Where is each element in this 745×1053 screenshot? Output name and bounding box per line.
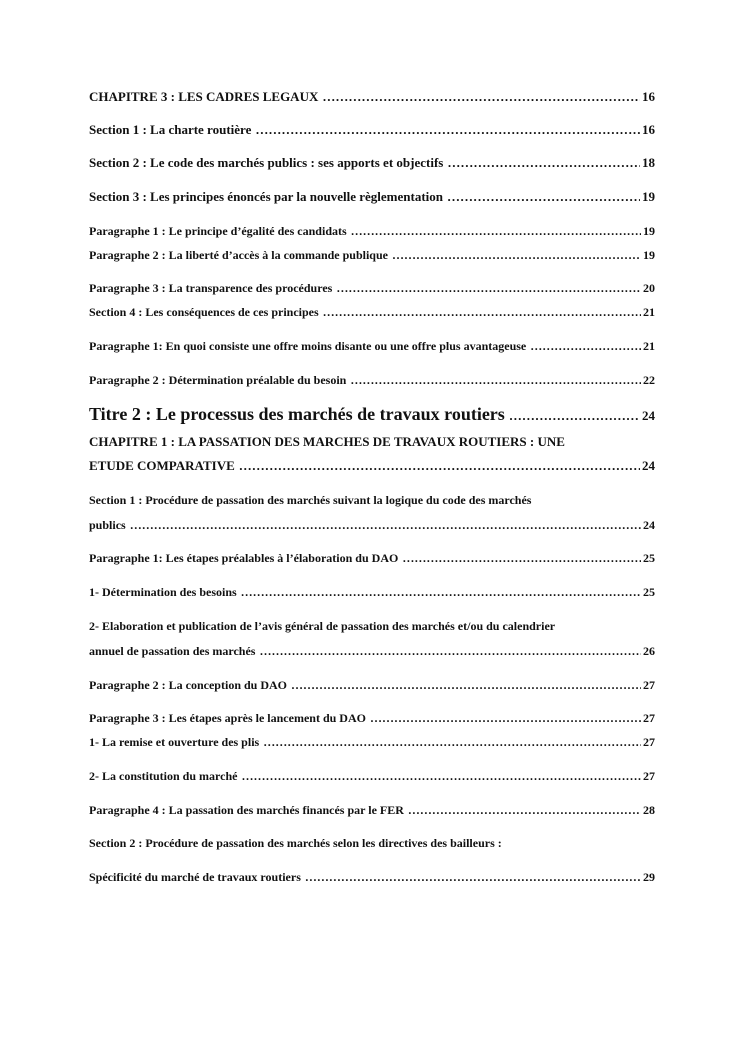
- toc-entry-text: Section 1 : La charte routière: [89, 122, 252, 137]
- toc-page: 25: [643, 585, 655, 599]
- toc-entry-line1: Section 1 : Procédure de passation des marchés suivant la logique du code des marchés: [89, 493, 532, 507]
- toc-entry[interactable]: [89, 734, 655, 750]
- toc-entry-text: Paragraphe 3 : La transparence des procédures: [89, 281, 333, 295]
- toc-page: 19: [643, 248, 655, 262]
- toc-entry[interactable]: [89, 406, 655, 424]
- toc-entry-text: Paragraphe 1: Les étapes préalables à l’élaboration du DAO: [89, 551, 399, 565]
- toc-entry-text: Paragraphe 1: En quoi consiste une offre moins disante ou une offre plus avantageuse: [89, 339, 527, 353]
- toc-entry-text: 1- La remise et ouverture des plis: [89, 735, 260, 749]
- toc-entry[interactable]: [89, 338, 655, 354]
- toc-entry-text: Paragraphe 4 : La passation des marchés financés par le FER: [89, 803, 404, 817]
- toc-entry[interactable]: [89, 550, 655, 566]
- toc-entry-text: Paragraphe 2 : La liberté d’accès à la commande publique: [89, 248, 388, 262]
- toc-entry-text: Titre 2 : Le processus des marchés de travaux routiers: [89, 404, 505, 424]
- toc-entry[interactable]: [89, 89, 655, 105]
- toc-entry-text: 2- La constitution du marché: [89, 769, 238, 783]
- toc-entry[interactable]: [89, 189, 655, 205]
- toc-entry-line1: 2- Elaboration et publication de l’avis général de passation des marchés et/ou du calendrier: [89, 619, 556, 633]
- toc-page: 27: [643, 735, 655, 749]
- toc-entry-text: Section 2 : Le code des marchés publics : ses apports et objectifs: [89, 155, 444, 170]
- toc-entry-text: Paragraphe 1 : Le principe d’égalité des candidats: [89, 224, 347, 238]
- dot-leader: [323, 304, 641, 320]
- toc-entry[interactable]: [89, 584, 655, 600]
- toc-page: 19: [643, 224, 655, 238]
- dot-leader: [350, 372, 641, 388]
- dot-leader: [530, 338, 641, 354]
- toc-page: 21: [643, 305, 655, 319]
- toc-entry[interactable]: [89, 618, 655, 659]
- toc-entry[interactable]: [89, 247, 655, 263]
- toc-page: 27: [643, 769, 655, 783]
- toc-entry[interactable]: [89, 710, 655, 726]
- toc-entry-text: 1- Détermination des besoins: [89, 585, 237, 599]
- toc-entry-line1: CHAPITRE 1 : LA PASSATION DES MARCHES DE TRAVAUX ROUTIERS : UNE: [89, 434, 565, 449]
- toc-page: 19: [642, 189, 655, 204]
- toc-page: 25: [643, 551, 655, 565]
- toc-page: 26: [643, 644, 655, 658]
- toc-page: 27: [643, 678, 655, 692]
- toc-page: 28: [643, 803, 655, 817]
- toc-entry-text: annuel de passation des marchés: [89, 644, 256, 658]
- toc-entry-line1: Section 2 : Procédure de passation des marchés selon les directives des bailleurs :: [89, 836, 502, 850]
- dot-leader: [322, 89, 640, 105]
- dot-leader: [351, 223, 641, 239]
- toc-page: 29: [643, 870, 655, 884]
- toc-page: 24: [642, 458, 655, 473]
- toc-page: 16: [642, 89, 655, 104]
- dot-leader: [259, 643, 641, 659]
- dot-leader: [263, 734, 641, 750]
- toc-entry[interactable]: [89, 677, 655, 693]
- toc-page: 27: [643, 711, 655, 725]
- dot-leader: [336, 280, 641, 296]
- dot-leader: [408, 802, 641, 818]
- toc-page: 18: [642, 155, 655, 170]
- toc-entry[interactable]: [89, 304, 655, 320]
- dot-leader: [305, 869, 641, 885]
- toc-page: 22: [643, 373, 655, 387]
- toc-entry[interactable]: [89, 492, 655, 533]
- toc-entry-text: publics: [89, 518, 126, 532]
- dot-leader: [509, 408, 640, 424]
- toc-entry[interactable]: [89, 434, 655, 474]
- toc-entry-text: Section 3 : Les principes énoncés par la nouvelle règlementation: [89, 189, 443, 204]
- toc-page: 20: [643, 281, 655, 295]
- toc-entry-text: Paragraphe 2 : La conception du DAO: [89, 678, 287, 692]
- toc-entry-text: Section 4 : Les conséquences de ces principes: [89, 305, 319, 319]
- dot-leader: [241, 584, 641, 600]
- toc-page: 16: [642, 122, 655, 137]
- toc-entry[interactable]: [89, 223, 655, 239]
- toc-entry[interactable]: [89, 155, 655, 171]
- dot-leader: [392, 247, 641, 263]
- toc-entry[interactable]: [89, 768, 655, 784]
- dot-leader: [291, 677, 641, 693]
- toc-entry-text: Paragraphe 3 : Les étapes après le lancement du DAO: [89, 711, 366, 725]
- toc-entry-text: Paragraphe 2 : Détermination préalable du besoin: [89, 373, 347, 387]
- toc-entry-text: CHAPITRE 3 : LES CADRES LEGAUX: [89, 89, 319, 104]
- dot-leader: [447, 189, 640, 205]
- toc-page: 24: [643, 518, 655, 532]
- toc-entry[interactable]: [89, 802, 655, 818]
- dot-leader: [370, 710, 641, 726]
- toc-entry[interactable]: [89, 122, 655, 138]
- toc-page: 24: [642, 408, 655, 423]
- toc-entry-text: ETUDE COMPARATIVE: [89, 458, 235, 473]
- toc-page: 21: [643, 339, 655, 353]
- dot-leader: [130, 517, 641, 533]
- toc-entry[interactable]: [89, 280, 655, 296]
- dot-leader: [239, 458, 640, 474]
- toc-entry-text: Spécificité du marché de travaux routiers: [89, 870, 301, 884]
- dot-leader: [241, 768, 641, 784]
- dot-leader: [255, 122, 640, 138]
- dot-leader: [447, 155, 640, 171]
- toc-entry[interactable]: [89, 835, 655, 885]
- toc-entry[interactable]: [89, 372, 655, 388]
- dot-leader: [402, 550, 641, 566]
